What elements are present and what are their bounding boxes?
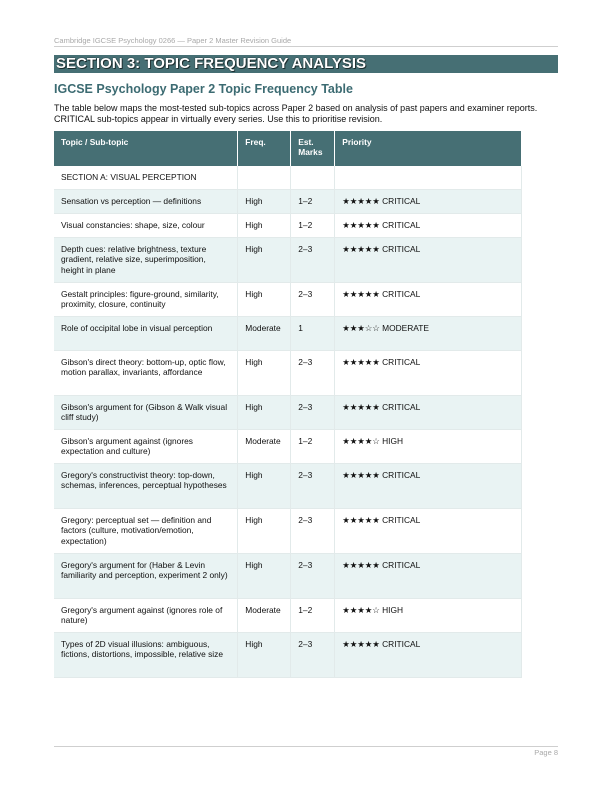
marks-cell: 1–2: [291, 599, 335, 633]
frequency-cell: Moderate: [238, 599, 291, 633]
marks-cell: 2–3: [291, 509, 335, 554]
topic-cell: Gregory: perceptual set — definition and factors (culture, motivation/emotion, expectation): [54, 509, 238, 554]
frequency-cell: High: [238, 190, 291, 214]
topic-cell: Gregory's constructivist theory: top-down, schemas, inferences, perceptual hypotheses: [54, 464, 238, 509]
table-row: [54, 509, 522, 554]
table-row: [54, 238, 522, 283]
table-row: [54, 599, 522, 633]
topic-cell: Gregory's argument for (Haber & Levin familiarity and perception, experiment 2 only): [54, 554, 238, 599]
priority-cell: ★★★★★ CRITICAL: [335, 509, 522, 554]
frequency-cell: High: [238, 351, 291, 396]
priority-cell: [335, 166, 522, 190]
topic-cell: Sensation vs perception — definitions: [54, 190, 238, 214]
priority-cell: ★★★☆☆ MODERATE: [335, 317, 522, 351]
priority-cell: ★★★★★ CRITICAL: [335, 214, 522, 238]
priority-cell: ★★★★★ CRITICAL: [335, 633, 522, 678]
table-header-row: [54, 131, 522, 166]
topic-cell: Types of 2D visual illusions: ambiguous, fictions, distortions, impossible, relative size: [54, 633, 238, 678]
topic-cell: Depth cues: relative brightness, texture gradient, relative size, superimposition, height in plane: [54, 238, 238, 283]
priority-cell: ★★★★★ CRITICAL: [335, 464, 522, 509]
footer-divider: [54, 746, 558, 747]
header-priority: Priority: [335, 131, 522, 166]
frequency-cell: High: [238, 238, 291, 283]
section-banner: SECTION 3: TOPIC FREQUENCY ANALYSIS: [54, 55, 558, 73]
frequency-cell: High: [238, 214, 291, 238]
topic-cell: Gregory's argument against (ignores role of nature): [54, 599, 238, 633]
table-row: [54, 283, 522, 317]
header-topic: Topic / Sub-topic: [54, 131, 238, 166]
marks-cell: 2–3: [291, 554, 335, 599]
running-header: Cambridge IGCSE Psychology 0266 — Paper 2 Master Revision Guide: [54, 36, 292, 45]
table-row: [54, 317, 522, 351]
frequency-cell: High: [238, 396, 291, 430]
table-row: [54, 430, 522, 464]
table-row: [54, 166, 522, 190]
table-row: [54, 464, 522, 509]
table-row: [54, 190, 522, 214]
header-frequency: Freq.: [238, 131, 291, 166]
frequency-cell: High: [238, 633, 291, 678]
topic-cell: Role of occipital lobe in visual perception: [54, 317, 238, 351]
topic-cell: Gibson's argument for (Gibson & Walk visual cliff study): [54, 396, 238, 430]
marks-cell: 2–3: [291, 396, 335, 430]
priority-cell: ★★★★☆ HIGH: [335, 430, 522, 464]
marks-cell: 2–3: [291, 633, 335, 678]
marks-cell: 2–3: [291, 351, 335, 396]
table-row: [54, 396, 522, 430]
page-number: Page 8: [534, 748, 558, 757]
topic-frequency-table: [54, 131, 522, 678]
frequency-cell: High: [238, 283, 291, 317]
priority-cell: ★★★★★ CRITICAL: [335, 190, 522, 214]
topic-cell: Gibson's direct theory: bottom-up, optic flow, motion parallax, invariants, affordance: [54, 351, 238, 396]
marks-cell: 1–2: [291, 214, 335, 238]
frequency-cell: Moderate: [238, 317, 291, 351]
frequency-cell: High: [238, 509, 291, 554]
table-row: [54, 633, 522, 678]
table-row: [54, 214, 522, 238]
priority-cell: ★★★★★ CRITICAL: [335, 238, 522, 283]
header-est-marks: Est. Marks: [291, 131, 335, 166]
table-title: IGCSE Psychology Paper 2 Topic Frequency Table: [54, 82, 353, 96]
topic-cell: Gibson's argument against (ignores expectation and culture): [54, 430, 238, 464]
marks-cell: 2–3: [291, 464, 335, 509]
topic-cell: SECTION A: VISUAL PERCEPTION: [54, 166, 238, 190]
table-row: [54, 351, 522, 396]
priority-cell: ★★★★★ CRITICAL: [335, 396, 522, 430]
topic-cell: Visual constancies: shape, size, colour: [54, 214, 238, 238]
intro-paragraph: The table below maps the most-tested sub-topics across Paper 2 based on analysis of past papers and examiner reports. CRITICAL sub-topics appear in virtually every series. Use this to prioritise revision.: [54, 103, 538, 124]
frequency-cell: High: [238, 464, 291, 509]
table-row: [54, 554, 522, 599]
marks-cell: 1: [291, 317, 335, 351]
frequency-cell: High: [238, 554, 291, 599]
priority-cell: ★★★★★ CRITICAL: [335, 351, 522, 396]
marks-cell: [291, 166, 335, 190]
marks-cell: 2–3: [291, 238, 335, 283]
marks-cell: 1–2: [291, 190, 335, 214]
frequency-cell: Moderate: [238, 430, 291, 464]
priority-cell: ★★★★★ CRITICAL: [335, 554, 522, 599]
marks-cell: 1–2: [291, 430, 335, 464]
priority-cell: ★★★★★ CRITICAL: [335, 283, 522, 317]
marks-cell: 2–3: [291, 283, 335, 317]
header-divider: [54, 46, 558, 47]
priority-cell: ★★★★☆ HIGH: [335, 599, 522, 633]
frequency-cell: [238, 166, 291, 190]
topic-cell: Gestalt principles: figure-ground, similarity, proximity, closure, continuity: [54, 283, 238, 317]
